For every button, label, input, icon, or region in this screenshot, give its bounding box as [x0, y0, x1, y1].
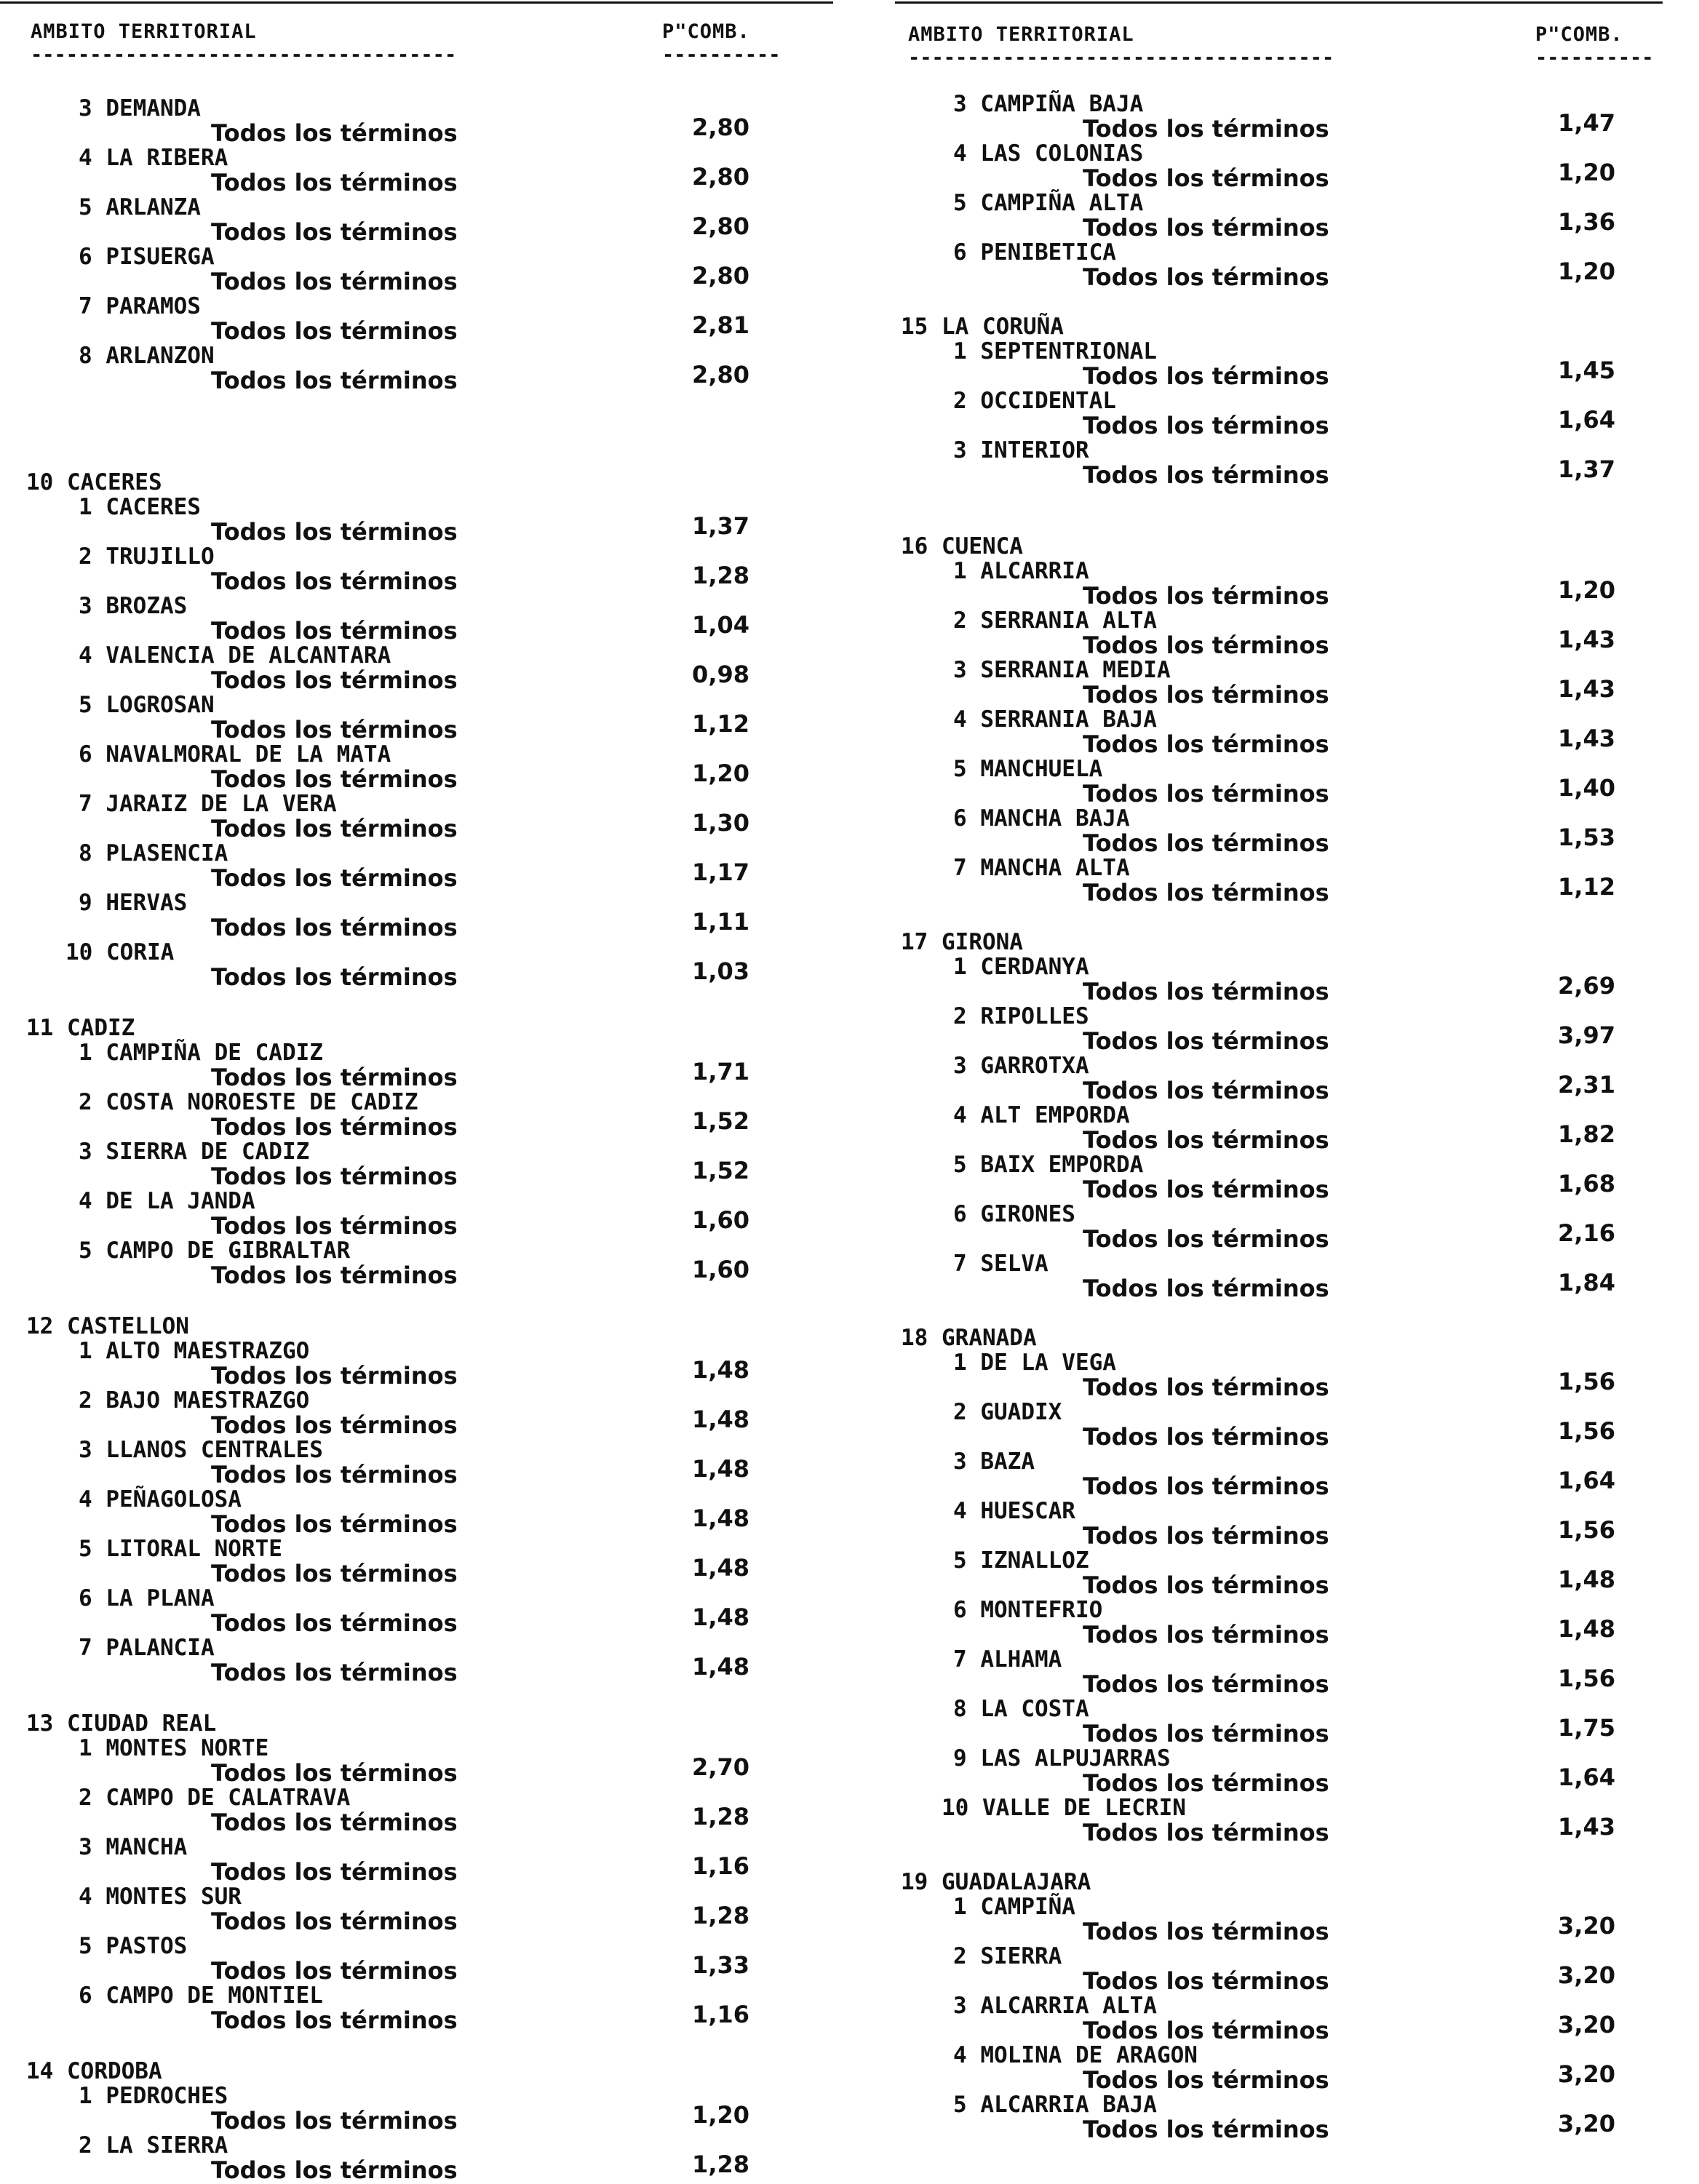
district-label: 4 ALT EMPORDA	[953, 1102, 1130, 1128]
all-terms-label: Todos los términos	[1083, 1423, 1329, 1451]
all-terms-label: Todos los términos	[211, 317, 458, 345]
all-terms-label: Todos los términos	[211, 963, 458, 991]
pcomb-value: 1,45	[1558, 356, 1615, 384]
province-heading: 14 CORDOBA	[26, 2058, 162, 2084]
pcomb-value: 1,40	[1558, 774, 1615, 802]
all-terms-label: Todos los términos	[211, 815, 458, 842]
province-heading: 16 CUENCA	[901, 533, 1023, 559]
district-label: 10 VALLE DE LECRIN	[942, 1795, 1186, 1821]
district-label: 2 LA SIERRA	[79, 2132, 228, 2159]
all-terms-label: Todos los términos	[211, 1759, 458, 1787]
district-label: 1 ALTO MAESTRAZGO	[79, 1338, 310, 1364]
all-terms-label: Todos los términos	[211, 1908, 458, 1935]
pcomb-value: 2,31	[1558, 1071, 1615, 1099]
pcomb-value: 2,80	[692, 212, 749, 240]
all-terms-label: Todos los términos	[211, 2006, 458, 2034]
all-terms-label: Todos los términos	[211, 765, 458, 793]
pcomb-value: 2,81	[692, 311, 749, 339]
district-label: 2 OCCIDENTAL	[953, 388, 1116, 414]
province-heading: 18 GRANADA	[901, 1325, 1037, 1351]
district-label: 9 HERVAS	[79, 890, 188, 916]
pcomb-value: 1,48	[692, 1406, 749, 1433]
district-label: 7 JARAIZ DE LA VERA	[79, 791, 337, 817]
pcomb-value: 1,28	[692, 1902, 749, 1929]
pcomb-value: 1,48	[692, 1505, 749, 1532]
pcomb-value: 1,28	[692, 562, 749, 589]
all-terms-label: Todos los términos	[1083, 1126, 1329, 1154]
province-heading: 19 GUADALAJARA	[901, 1869, 1091, 1895]
all-terms-label: Todos los términos	[1083, 1374, 1329, 1401]
province-heading: 11 CADIZ	[26, 1015, 135, 1041]
pcomb-value: 1,11	[692, 908, 749, 936]
district-label: 6 MONTEFRIO	[953, 1597, 1103, 1623]
all-terms-label: Todos los términos	[211, 119, 458, 147]
all-terms-label: Todos los términos	[211, 864, 458, 892]
pcomb-value: 1,16	[692, 2001, 749, 2028]
district-label: 3 DEMANDA	[79, 95, 201, 121]
pcomb-value: 1,20	[1558, 576, 1615, 604]
pcomb-value: 1,47	[1558, 109, 1615, 137]
all-terms-label: Todos los términos	[211, 1809, 458, 1836]
pcomb-value: 1,43	[1558, 626, 1615, 653]
district-label: 9 LAS ALPUJARRAS	[953, 1745, 1171, 1771]
all-terms-label: Todos los términos	[1083, 362, 1329, 390]
district-label: 5 ALCARRIA BAJA	[953, 2092, 1157, 2118]
pcomb-value: 1,84	[1558, 1269, 1615, 1296]
district-label: 3 LLANOS CENTRALES	[79, 1437, 323, 1463]
district-label: 2 COSTA NOROESTE DE CADIZ	[79, 1089, 418, 1115]
all-terms-label: Todos los términos	[1083, 1225, 1329, 1253]
all-terms-label: Todos los términos	[1083, 1670, 1329, 1698]
district-label: 5 IZNALLOZ	[953, 1547, 1089, 1574]
all-terms-label: Todos los términos	[1083, 1571, 1329, 1599]
province-heading: 15 LA CORUÑA	[901, 314, 1064, 340]
district-label: 4 DE LA JANDA	[79, 1188, 255, 1214]
header-ambito: AMBITO TERRITORIAL	[908, 23, 1134, 46]
pcomb-value: 1,33	[692, 1951, 749, 1979]
pcomb-value: 1,48	[1558, 1566, 1615, 1593]
district-label: 5 BAIX EMPORDA	[953, 1152, 1144, 1178]
all-terms-label: Todos los términos	[1083, 1522, 1329, 1550]
all-terms-label: Todos los términos	[1083, 263, 1329, 291]
district-label: 1 PEDROCHES	[79, 2083, 228, 2109]
district-label: 4 SERRANIA BAJA	[953, 706, 1157, 733]
district-label: 6 NAVALMORAL DE LA MATA	[79, 741, 391, 768]
district-label: 3 MANCHA	[79, 1834, 188, 1860]
pcomb-value: 1,03	[692, 957, 749, 985]
pcomb-value: 3,20	[1558, 2060, 1615, 2088]
district-label: 7 PALANCIA	[79, 1635, 215, 1661]
all-terms-label: Todos los términos	[1083, 829, 1329, 857]
all-terms-label: Todos los términos	[1083, 1967, 1329, 1995]
pcomb-value: 1,16	[692, 1852, 749, 1880]
pcomb-value: 3,20	[1558, 2011, 1615, 2038]
district-label: 1 ALCARRIA	[953, 558, 1089, 584]
pcomb-value: 1,75	[1558, 1714, 1615, 1742]
pcomb-value: 1,20	[1558, 258, 1615, 285]
all-terms-label: Todos los términos	[1083, 730, 1329, 758]
top-rule	[895, 1, 1663, 4]
pcomb-value: 1,52	[692, 1157, 749, 1184]
district-label: 8 PLASENCIA	[79, 840, 228, 866]
pcomb-value: 3,20	[1558, 1912, 1615, 1940]
district-label: 3 GARROTXA	[953, 1053, 1089, 1079]
pcomb-value: 1,43	[1558, 1813, 1615, 1841]
pcomb-value: 1,82	[1558, 1120, 1615, 1148]
header-ambito-underline: ------------------------------------	[31, 44, 457, 66]
pcomb-value: 1,48	[692, 1356, 749, 1384]
district-label: 4 LA RIBERA	[79, 145, 228, 171]
district-label: 6 GIRONES	[953, 1201, 1075, 1227]
pcomb-value: 2,16	[1558, 1219, 1615, 1247]
all-terms-label: Todos los términos	[211, 268, 458, 295]
all-terms-label: Todos los términos	[211, 1262, 458, 1289]
all-terms-label: Todos los términos	[1083, 1918, 1329, 1945]
all-terms-label: Todos los términos	[211, 914, 458, 941]
pcomb-value: 1,56	[1558, 1665, 1615, 1692]
all-terms-label: Todos los términos	[1083, 164, 1329, 192]
pcomb-value: 2,80	[692, 262, 749, 290]
all-terms-label: Todos los términos	[211, 169, 458, 196]
pcomb-value: 1,53	[1558, 824, 1615, 851]
all-terms-label: Todos los términos	[211, 1609, 458, 1637]
pcomb-value: 1,64	[1558, 1467, 1615, 1494]
all-terms-label: Todos los términos	[211, 617, 458, 645]
province-heading: 17 GIRONA	[901, 929, 1023, 955]
pcomb-value: 1,28	[692, 2151, 749, 2178]
district-label: 6 LA PLANA	[79, 1585, 215, 1611]
district-label: 2 RIPOLLES	[953, 1003, 1089, 1029]
district-label: 7 ALHAMA	[953, 1646, 1062, 1673]
district-label: 2 CAMPO DE CALATRAVA	[79, 1785, 351, 1811]
pcomb-value: 1,30	[692, 809, 749, 837]
district-label: 1 CERDANYA	[953, 954, 1089, 980]
top-rule	[0, 1, 833, 4]
pcomb-value: 1,48	[692, 1455, 749, 1483]
pcomb-value: 0,98	[692, 661, 749, 688]
district-label: 5 LOGROSAN	[79, 692, 215, 718]
pcomb-value: 3,97	[1558, 1021, 1615, 1049]
pcomb-value: 1,56	[1558, 1368, 1615, 1395]
district-label: 7 SELVA	[953, 1251, 1049, 1277]
all-terms-label: Todos los términos	[1083, 1472, 1329, 1500]
all-terms-label: Todos los términos	[211, 218, 458, 246]
province-heading: 12 CASTELLON	[26, 1313, 189, 1339]
district-label: 6 MANCHA BAJA	[953, 805, 1130, 832]
pcomb-value: 2,70	[692, 1753, 749, 1781]
pcomb-value: 3,20	[1558, 2110, 1615, 2137]
all-terms-label: Todos los términos	[1083, 1027, 1329, 1055]
district-label: 3 BAZA	[953, 1448, 1035, 1475]
district-label: 2 GUADIX	[953, 1399, 1062, 1425]
district-label: 2 BAJO MAESTRAZGO	[79, 1387, 310, 1414]
header-ambito: AMBITO TERRITORIAL	[31, 20, 257, 43]
district-label: 4 MOLINA DE ARAGON	[953, 2042, 1198, 2068]
pcomb-value: 1,04	[692, 611, 749, 639]
district-label: 8 LA COSTA	[953, 1696, 1089, 1722]
all-terms-label: Todos los términos	[211, 1411, 458, 1439]
all-terms-label: Todos los términos	[211, 1163, 458, 1190]
all-terms-label: Todos los términos	[211, 1461, 458, 1488]
district-label: 5 LITORAL NORTE	[79, 1536, 282, 1562]
all-terms-label: Todos los términos	[211, 666, 458, 694]
pcomb-value: 1,12	[1558, 873, 1615, 901]
header-pcomb-underline: ----------	[1535, 47, 1654, 69]
pcomb-value: 2,69	[1558, 972, 1615, 1000]
pcomb-value: 2,80	[692, 113, 749, 141]
header-ambito-underline: ------------------------------------	[908, 47, 1334, 69]
all-terms-label: Todos los términos	[1083, 214, 1329, 242]
pcomb-value: 1,20	[1558, 159, 1615, 186]
all-terms-label: Todos los términos	[1083, 631, 1329, 659]
pcomb-value: 1,56	[1558, 1417, 1615, 1445]
header-pcomb-underline: ----------	[662, 44, 781, 66]
district-label: 2 SIERRA	[953, 1943, 1062, 1969]
header-pcomb: P"COMB.	[1535, 23, 1623, 46]
all-terms-label: Todos los términos	[1083, 1769, 1329, 1797]
all-terms-label: Todos los términos	[1083, 1077, 1329, 1104]
all-terms-label: Todos los términos	[211, 1560, 458, 1587]
pcomb-value: 1,48	[692, 1603, 749, 1631]
pcomb-value: 1,68	[1558, 1170, 1615, 1197]
district-label: 3 SIERRA DE CADIZ	[79, 1139, 310, 1165]
pcomb-value: 1,36	[1558, 208, 1615, 236]
district-label: 4 HUESCAR	[953, 1498, 1075, 1524]
district-label: 7 MANCHA ALTA	[953, 855, 1130, 881]
all-terms-label: Todos los términos	[1083, 1176, 1329, 1203]
pcomb-value: 1,64	[1558, 406, 1615, 434]
district-label: 3 SERRANIA MEDIA	[953, 657, 1171, 683]
all-terms-label: Todos los términos	[211, 1858, 458, 1886]
district-label: 7 PARAMOS	[79, 293, 201, 319]
district-label: 6 PISUERGA	[79, 244, 215, 270]
all-terms-label: Todos los términos	[1083, 1621, 1329, 1649]
district-label: 4 MONTES SUR	[79, 1884, 242, 1910]
pcomb-value: 2,80	[692, 361, 749, 388]
pcomb-value: 1,17	[692, 858, 749, 886]
district-label: 1 DE LA VEGA	[953, 1350, 1116, 1376]
pcomb-value: 1,43	[1558, 725, 1615, 752]
all-terms-label: Todos los términos	[1083, 2066, 1329, 2094]
pcomb-value: 1,71	[692, 1058, 749, 1085]
pcomb-value: 1,48	[692, 1653, 749, 1681]
pcomb-value: 1,64	[1558, 1763, 1615, 1791]
all-terms-label: Todos los términos	[1083, 115, 1329, 143]
all-terms-label: Todos los términos	[1083, 2017, 1329, 2044]
all-terms-label: Todos los términos	[1083, 2116, 1329, 2143]
right-column	[895, 0, 1699, 2163]
all-terms-label: Todos los términos	[211, 1659, 458, 1686]
all-terms-label: Todos los términos	[1083, 780, 1329, 808]
all-terms-label: Todos los términos	[1083, 461, 1329, 489]
all-terms-label: Todos los términos	[1083, 1720, 1329, 1747]
all-terms-label: Todos los términos	[211, 1510, 458, 1538]
district-label: 1 CAMPIÑA DE CADIZ	[79, 1040, 323, 1066]
district-label: 3 ALCARRIA ALTA	[953, 1993, 1157, 2019]
district-label: 3 CAMPIÑA BAJA	[953, 91, 1144, 117]
district-label: 8 ARLANZON	[79, 343, 215, 369]
pcomb-value: 1,28	[692, 1803, 749, 1830]
all-terms-label: Todos los términos	[1083, 582, 1329, 610]
district-label: 3 INTERIOR	[953, 437, 1089, 463]
district-label: 5 CAMPO DE GIBRALTAR	[79, 1238, 351, 1264]
district-label: 6 CAMPO DE MONTIEL	[79, 1982, 323, 2009]
province-heading: 10 CACERES	[26, 469, 162, 495]
pcomb-value: 1,48	[1558, 1615, 1615, 1643]
all-terms-label: Todos los términos	[1083, 1275, 1329, 1302]
pcomb-value: 1,37	[692, 512, 749, 540]
pcomb-value: 1,37	[1558, 455, 1615, 483]
all-terms-label: Todos los términos	[211, 716, 458, 744]
district-label: 4 VALENCIA DE ALCANTARA	[79, 642, 391, 669]
left-column	[0, 0, 837, 2184]
district-label: 2 SERRANIA ALTA	[953, 607, 1157, 634]
all-terms-label: Todos los términos	[211, 1212, 458, 1240]
district-label: 1 CACERES	[79, 494, 201, 520]
all-terms-label: Todos los términos	[211, 367, 458, 394]
province-heading: 13 CIUDAD REAL	[26, 1710, 217, 1737]
district-label: 5 PASTOS	[79, 1933, 188, 1959]
all-terms-label: Todos los términos	[211, 2107, 458, 2135]
district-label: 1 CAMPIÑA	[953, 1894, 1075, 1920]
all-terms-label: Todos los términos	[211, 1957, 458, 1985]
header-pcomb: P"COMB.	[662, 20, 750, 43]
all-terms-label: Todos los términos	[211, 2156, 458, 2184]
pcomb-value: 1,12	[692, 710, 749, 738]
pcomb-value: 1,20	[692, 2101, 749, 2129]
all-terms-label: Todos los términos	[211, 518, 458, 546]
district-label: 3 BROZAS	[79, 593, 188, 619]
district-label: 4 LAS COLONIAS	[953, 140, 1144, 167]
all-terms-label: Todos los términos	[1083, 879, 1329, 906]
all-terms-label: Todos los términos	[1083, 978, 1329, 1005]
pcomb-value: 2,80	[692, 163, 749, 191]
pcomb-value: 1,48	[692, 1554, 749, 1582]
pcomb-value: 1,43	[1558, 675, 1615, 703]
pcomb-value: 1,56	[1558, 1516, 1615, 1544]
district-label: 5 MANCHUELA	[953, 756, 1103, 782]
district-label: 4 PEÑAGOLOSA	[79, 1486, 242, 1513]
district-label: 1 SEPTENTRIONAL	[953, 338, 1157, 364]
district-label: 2 TRUJILLO	[79, 543, 215, 570]
district-label: 6 PENIBETICA	[953, 239, 1116, 266]
district-label: 10 CORIA	[65, 939, 175, 965]
pcomb-value: 1,60	[692, 1206, 749, 1234]
pcomb-value: 1,20	[692, 760, 749, 787]
all-terms-label: Todos los términos	[211, 1113, 458, 1141]
all-terms-label: Todos los términos	[211, 1064, 458, 1091]
district-label: 1 MONTES NORTE	[79, 1735, 269, 1761]
district-label: 5 CAMPIÑA ALTA	[953, 190, 1144, 216]
pcomb-value: 3,20	[1558, 1961, 1615, 1989]
pcomb-value: 1,60	[692, 1256, 749, 1283]
all-terms-label: Todos los términos	[1083, 412, 1329, 439]
all-terms-label: Todos los términos	[1083, 681, 1329, 709]
all-terms-label: Todos los términos	[1083, 1819, 1329, 1846]
pcomb-value: 1,52	[692, 1107, 749, 1135]
all-terms-label: Todos los términos	[211, 1362, 458, 1390]
district-label: 5 ARLANZA	[79, 194, 201, 220]
all-terms-label: Todos los términos	[211, 567, 458, 595]
